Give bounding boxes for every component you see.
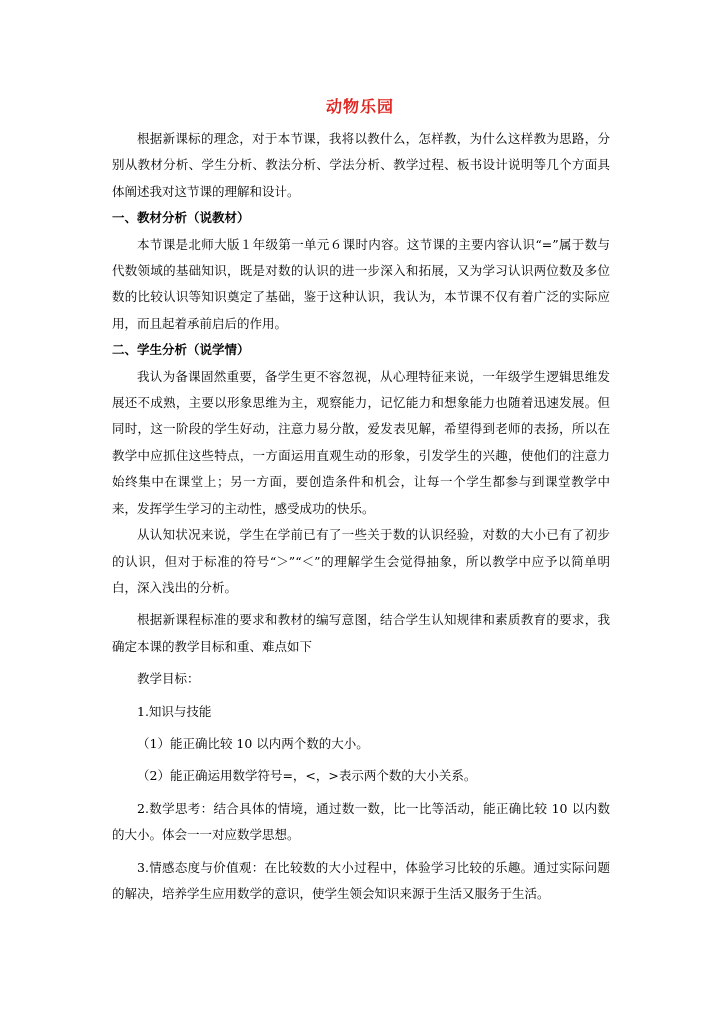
intro-paragraph: 根据新课标的理念，对于本节课，我将以教什么，怎样教，为什么这样教为思路，分别从教材分析、学生分析、教法分析、学法分析、教学过程、板书设计说明等几个方面具体阐述我对这节课的理解和设计。 [112, 131, 610, 199]
objective-1-item-1: （1）能正确比较 10 以内两个数的大小。 [137, 735, 369, 751]
objective-1-item-2: （2）能正确运用数学符号=，<，>表示两个数的大小关系。 [137, 768, 477, 784]
document-title: 动物乐园 [325, 97, 394, 116]
section-heading-textbook-analysis: 一、教材分析（说教材） [112, 210, 250, 226]
document-body [112, 126, 610, 907]
objective-1-label: 1.知识与技能 [137, 703, 212, 719]
textbook-analysis-paragraph: 本节课是北师大版１年级第一单元６课时内容。这节课的主要内容认识“=”属于数与代数领域的基础知识，既是对数的认识的进一步深入和拓展，又为学习认识两位数及多位数的比较认识等知识奠定了基础，鉴于这种认识，我认为，本节课不仅有着广泛的实际应用，而且起着承前启后的作用。 [112, 236, 610, 331]
section-heading-student-analysis: 二、学生分析（说学情） [112, 342, 250, 358]
objectives-label: 教学目标： [137, 671, 200, 687]
objectives-intro-paragraph: 根据新课程标准的要求和教材的编写意图，结合学生认知规律和素质教育的要求，我确定本课的教学目标和重、难点如下 [112, 612, 610, 654]
objective-2: 2.数学思考：结合具体的情境，通过数一数，比一比等活动，能正确比较 10 以内数的大小。体会一一对应数学思想。 [112, 800, 610, 843]
student-analysis-paragraph-1: 我认为备课固然重要，备学生更不容忽视，从心理特征来说，一年级学生逻辑思维发展还不成熟，主要以形象思维为主，观察能力，记忆能力和想象能力也随着迅速发展。但同时，这一阶段的学生好动，注意力易分散，爱发表见解，希望得到老师的表扬，所以在教学中应抓住这些特点，一方面运用直观生动的形象，引发学生的兴趣，使他们的注意力始终集中在课堂上；另一方面，要创造条件和机会，让每一个学生都参与到课堂教学中来，发挥学生学习的主动性，感受成功的快乐。 [112, 368, 610, 516]
student-analysis-paragraph-2: 从认知状况来说，学生在学前已有了一些关于数的认识经验，对数的大小已有了初步的认识，但对于标准的符号“＞”“＜”的理解学生会觉得抽象，所以教学中应予以简单明白，深入浅出的分析。 [112, 527, 610, 595]
objective-3: 3.情感态度与价值观：在比较数的大小过程中，体验学习比较的乐趣。通过实际问题的解决，培养学生应用数学的意识，使学生领会知识来源于生活又服务于生活。 [112, 859, 610, 901]
